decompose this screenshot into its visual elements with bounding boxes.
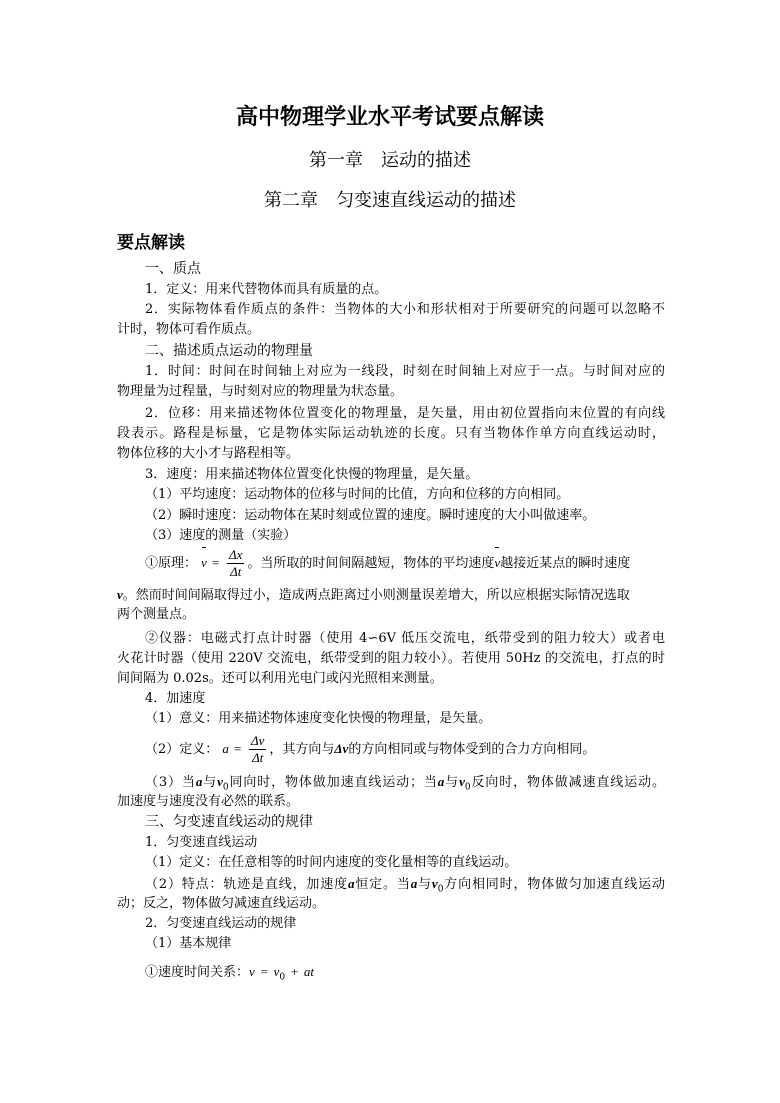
definition-text: 的方向相同或与物体受到的合力方向相同。 <box>348 742 596 757</box>
heading-quantities: 二、描述质点运动的物理量 <box>145 343 313 359</box>
fraction-numerator: Δx <box>229 547 243 562</box>
acceleration-time-term: at <box>303 964 314 979</box>
paragraph: （1）基本规律 <box>145 936 232 951</box>
definition-label: （2）定义： <box>145 742 219 757</box>
paragraph: ②仪器：电磁式打点计时器（使用 4∽6V 低压交流电，纸带受到的阻力较大）或者电 <box>145 631 665 646</box>
law-label: ①速度时间关系： <box>145 965 250 980</box>
paragraph: 2．匀变速直线运动的规律 <box>145 916 297 931</box>
paragraph: 4．加速度 <box>145 691 206 706</box>
velocity-change-over-time-fraction <box>249 733 266 766</box>
principle-label: ①原理： <box>145 556 198 571</box>
paragraph: 间间隔为 0.02s。还可以利用光电门或闪光照相来测量。 <box>117 671 443 686</box>
subscript-zero: 0 <box>437 884 444 895</box>
paragraph: 3．速度：用来描述物体位置变化快慢的物理量，是矢量。 <box>145 467 479 482</box>
velocity-change-symbol: Δv <box>334 741 349 756</box>
text-run: 恒定。当 <box>354 877 411 892</box>
acceleration-symbol: a <box>347 876 355 891</box>
subscript-zero: 0 <box>464 782 471 793</box>
velocity-symbol: v <box>117 587 123 602</box>
paragraph: 2．位移：用来描述物体位置变化的物理量，是矢量，用由初位置指向末位置的有向线 <box>145 406 665 421</box>
text-run: 反向时，物体做减速直线运动。 <box>470 775 665 790</box>
paragraph: 1．匀变速直线运动 <box>145 835 258 850</box>
average-velocity-symbol: v <box>494 545 500 581</box>
fraction-denominator: Δt <box>230 564 242 579</box>
equals-sign: = <box>211 555 220 570</box>
paragraph: 1．定义：用来代替物体而具有质量的点。 <box>145 282 388 297</box>
heading-uniform-motion: 三、匀变速直线运动的规律 <box>145 814 313 830</box>
paragraph: 动；反之，物体做匀减速直线运动。 <box>117 896 326 911</box>
paragraph: 物理量为过程量，与时刻对应的物理量为状态量。 <box>117 384 404 399</box>
principle-text: 。当所取的时间间隔越短，物体的平均速度 <box>247 556 495 571</box>
fraction-denominator: Δt <box>252 750 264 765</box>
equals-sign: = <box>259 964 269 979</box>
paragraph: 2．实际物体看作质点的条件：当物体的大小和形状相对于所要研究的问题可以忽略不 <box>145 302 665 317</box>
equals-sign: = <box>233 741 242 756</box>
average-velocity-symbol: v <box>201 545 207 581</box>
paragraph: 两个测量点。 <box>117 607 196 622</box>
principle-continued: 。然而时间间隔取得过小，造成两点距离过小则测量误差增大，所以应根据实际情况选取 <box>122 588 630 603</box>
text-run: 与 <box>417 877 432 892</box>
text-run: 与 <box>444 775 460 790</box>
paragraph: （1）平均速度：运动物体的位移与时间的比值，方向和位移的方向相同。 <box>145 487 570 502</box>
initial-velocity-symbol: v <box>217 774 223 789</box>
paragraph: （1）定义：在任意相等的时间内速度的变化量相等的直线运动。 <box>145 855 518 870</box>
initial-velocity-symbol: v <box>431 876 438 891</box>
paragraph: 段表示。路程是标量，它是物体实际运动轨迹的长度。只有当物体作单方向直线运动时， <box>117 426 665 441</box>
text-run: （2）特点：轨迹是直线，加速度 <box>145 877 348 892</box>
paragraph: 火花计时器（使用 220V 交流电，纸带受到的阻力较小）。若使用 50Hz 的交流电，打点的时 <box>117 651 665 666</box>
text-run: 方向相同时，物体做匀加速直线运动 <box>443 877 665 892</box>
acceleration-symbol: a <box>195 774 203 789</box>
principle-line <box>145 545 630 582</box>
subscript-zero: 0 <box>279 972 286 983</box>
fraction-numerator: Δv <box>250 733 265 748</box>
acceleration-definition-line <box>145 731 595 768</box>
paragraph: 1．时间：时间在时间轴上对应为一线段，时刻在时间轴上对应于一点。与时间对应的 <box>145 364 665 379</box>
paragraph <box>117 585 630 606</box>
subscript-zero: 0 <box>222 782 229 793</box>
velocity-time-law-line <box>145 962 314 988</box>
principle-text: 越接近某点的瞬时速度 <box>500 556 631 571</box>
velocity-symbol: v <box>249 964 255 979</box>
paragraph: （1）意义：用来描述物体速度变化快慢的物理量，是矢量。 <box>145 711 492 726</box>
acceleration-symbol: a <box>437 774 445 789</box>
initial-velocity-symbol: v <box>273 964 280 979</box>
paragraph: （3）速度的测量（实验） <box>145 528 297 543</box>
heading-mass-point: 一、质点 <box>145 261 201 277</box>
initial-velocity-symbol: v <box>459 774 465 789</box>
text-run: 同向时，物体做加速直线运动；当 <box>228 775 438 790</box>
paragraph: 物体位移的大小才与路程相等。 <box>117 446 300 461</box>
chapter-2-title: 第二章 匀变速直线运动的描述 <box>264 190 516 211</box>
document-title: 高中物理学业水平考试要点解读 <box>235 105 544 130</box>
displacement-over-time-fraction <box>227 547 244 580</box>
acceleration-symbol: a <box>410 876 418 891</box>
text-run: （3）当 <box>145 775 196 790</box>
acceleration-symbol: a <box>222 741 229 756</box>
paragraph: （2）瞬时速度：运动物体在某时刻或位置的速度。瞬时速度的大小叫做速率。 <box>145 508 596 523</box>
paragraph: 计时，物体可看作质点。 <box>117 322 261 337</box>
paragraph: 加速度与速度没有必然的联系。 <box>117 794 300 809</box>
chapter-1-title: 第一章 运动的描述 <box>309 150 471 171</box>
plus-sign: + <box>290 964 299 979</box>
definition-text: ，其方向与 <box>269 742 335 757</box>
section-heading: 要点解读 <box>117 233 185 253</box>
text-run: 与 <box>202 775 218 790</box>
